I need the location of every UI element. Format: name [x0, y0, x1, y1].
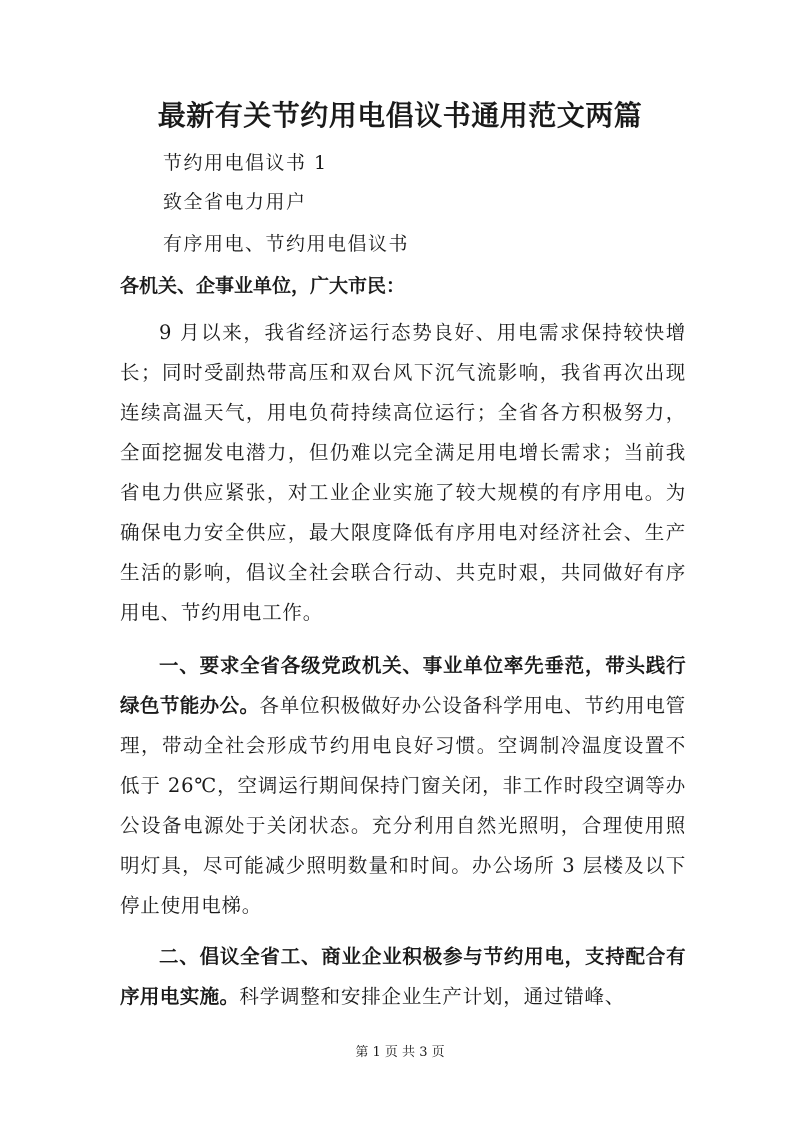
- document-title: 最新有关节约用电倡议书通用范文两篇: [157, 99, 643, 132]
- paragraph-item-one-body: 各单位积极做好办公设备科学用电、节约用电管理，带动全社会形成节约用电良好习惯。空调制冷温度设置不低于 26℃，空调运行期间保持门窗关闭，非工作时段空调等办公设备电源处于关闭状态。充分利用自然光照明，合理使用照明灯具，尽可能减少照明数量和时间。办公场所 3 层楼及以下停止使用电梯。: [120, 694, 686, 917]
- paragraph-item-two-lead: 二、倡议全省工、商业企业积极参与节约用电，支持配合有序用电实施。: [120, 945, 686, 1008]
- paragraph-item-two-body: 科学调整和安排企业生产计划，通过错峰、: [239, 985, 626, 1008]
- paragraph-background: 9 月以来，我省经济运行态势良好、用电需求保持较快增长；同时受副热带高压和双台风下沉气流影响，我省再次出现连续高温天气，用电负荷持续高位运行；全省各方积极努力，全面挖掘发电潜力，但仍难以完全满足用电增长需求；当前我省电力供应紧张，对工业企业实施了较大规模的有序用电。为确保电力安全供应，最大限度降低有序用电对经济社会、生产生活的影响，倡议全社会联合行动、共克时艰，共同做好有序用电、节约用电工作。: [120, 321, 686, 624]
- page-footer: 第 1 页 共 3 页: [355, 1045, 445, 1060]
- salutation: 各机关、企事业单位，广大市民：: [120, 275, 406, 297]
- paragraph-item-one-lead: 一、要求全省各级党政机关、事业单位率先垂范，带头践行绿色节能办公。: [120, 654, 686, 717]
- intro-line-recipient: 致全省电力用户: [163, 191, 307, 213]
- intro-line-heading: 节约用电倡议书 1: [163, 152, 328, 174]
- intro-line-subtitle: 有序用电、节约用电倡议书: [163, 233, 410, 255]
- paragraph-item-one: [120, 646, 686, 926]
- paragraph-item-two: [120, 937, 686, 1017]
